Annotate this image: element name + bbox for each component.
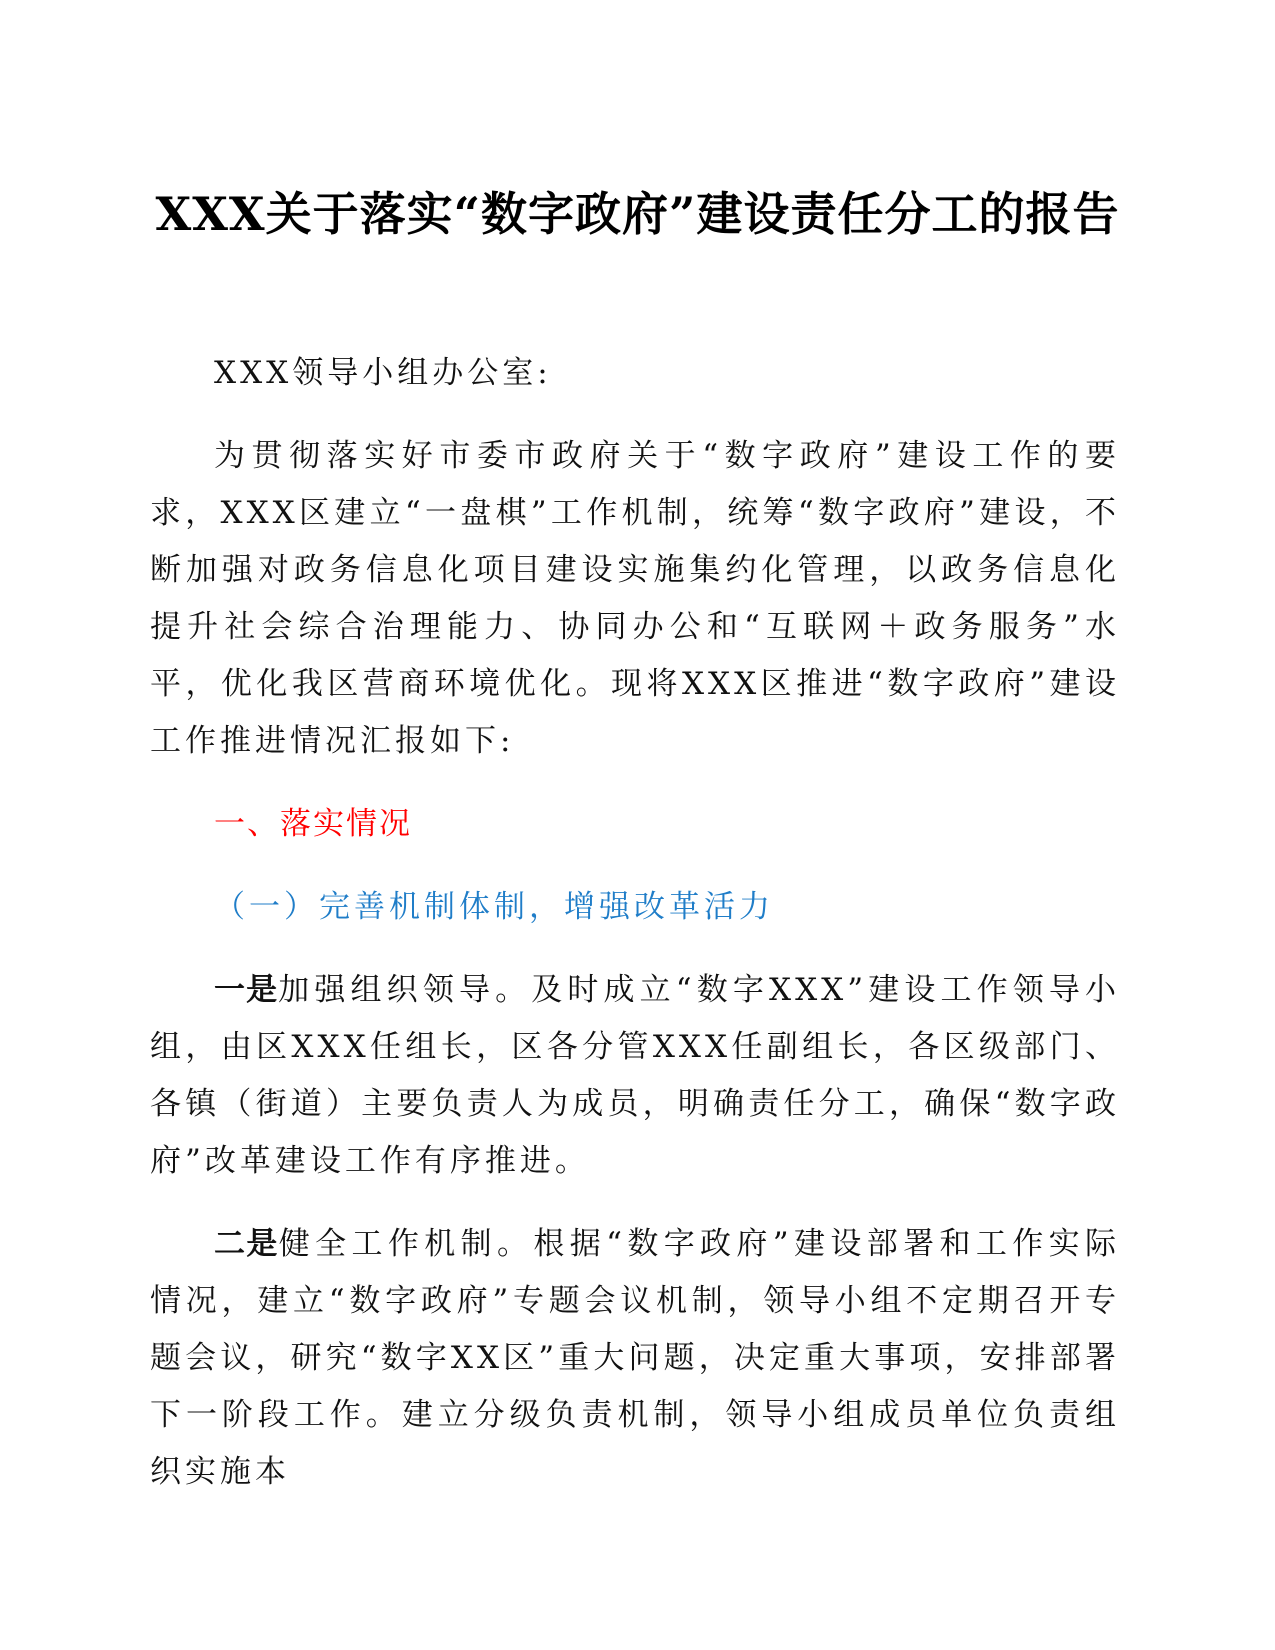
- subsection-heading-1: （一）完善机制体制，增强改革活力: [214, 889, 774, 925]
- document-body: [150, 345, 1120, 1527]
- item-paragraph-2: [150, 1216, 1120, 1501]
- section-heading-1: 一、落实情况: [214, 806, 412, 842]
- item-lead-2: 二是: [214, 1226, 279, 1262]
- document-title: XXX关于落实“数字政府”建设责任分工的报告: [155, 187, 1120, 241]
- item-text-2: 健全工作机制。根据“数字政府”建设部署和工作实际情况，建立“数字政府”专题会议机制，领导小组不定期召开专题会议，研究“数字XX区”重大问题，决定重大事项，安排部署下一阶段工作。建立分级负责机制，领导小组成员单位负责组织实施本: [150, 1226, 1120, 1490]
- addressee-line: XXX领导小组办公室:: [214, 355, 552, 391]
- intro-paragraph: 为贯彻落实好市委市政府关于“数字政府”建设工作的要求，XXX区建立“一盘棋”工作机制，统筹“数字政府”建设，不断加强对政务信息化项目建设实施集约化管理，以政务信息化提升社会综合治理能力、协同办公和“互联网＋政务服务”水平，优化我区营商环境优化。现将XXX区推进“数字政府”建设工作推进情况汇报如下:: [150, 438, 1120, 759]
- item-paragraph-1: [150, 962, 1120, 1190]
- item-text-1: 加强组织领导。及时成立“数字XXX”建设工作领导小组，由区XXX任组长，区各分管XXX任副组长，各区级部门、各镇（街道）主要负责人为成员，明确责任分工，确保“数字政府”改革建设工作有序推进。: [150, 972, 1121, 1179]
- item-lead-1: 一是: [214, 972, 279, 1008]
